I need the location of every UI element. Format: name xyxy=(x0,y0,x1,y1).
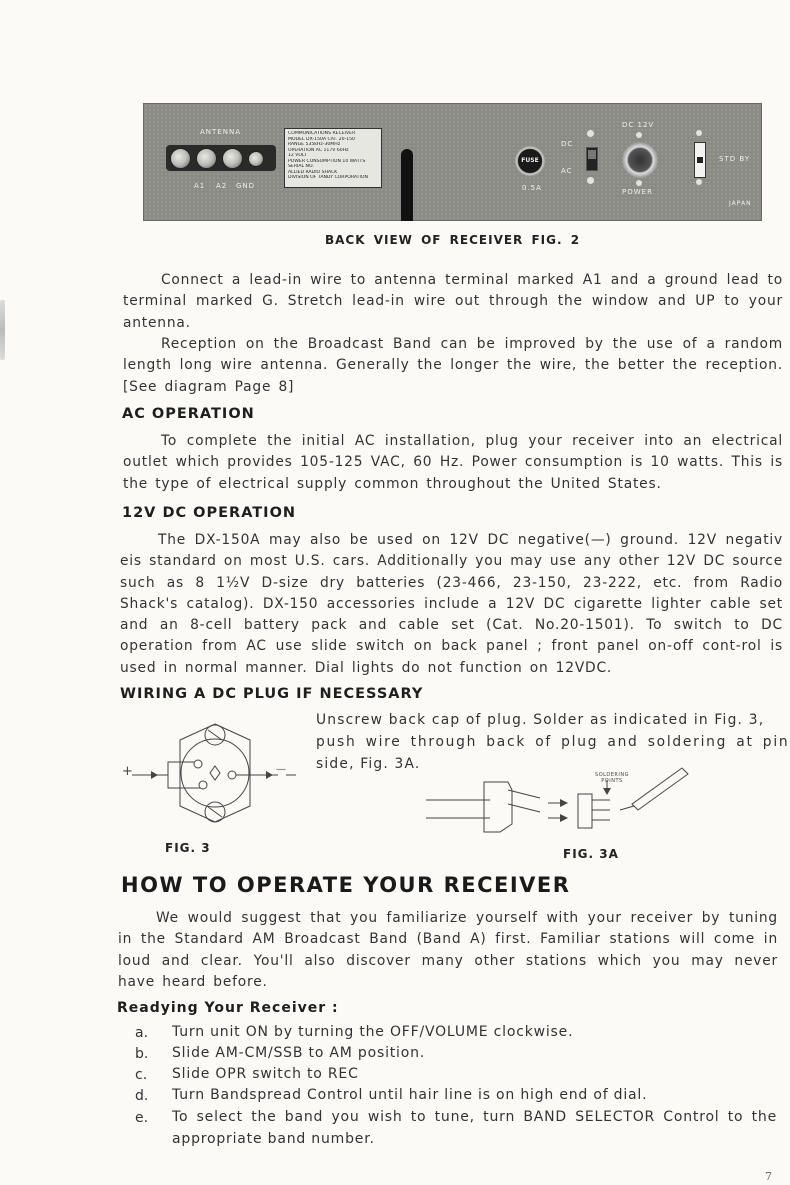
screw-dot xyxy=(696,179,702,185)
fuse-holder xyxy=(515,146,545,176)
fuse-label: FUSE xyxy=(521,157,539,164)
screw-dot xyxy=(636,132,642,138)
screw-dot xyxy=(587,177,594,184)
list-letter: d. xyxy=(135,1088,149,1104)
power-label: POWER xyxy=(622,188,653,196)
screw-dot xyxy=(696,130,702,136)
nameplate-line: 12 VOLT xyxy=(288,153,307,158)
wiring-heading: WIRING A DC PLUG IF NECESSARY xyxy=(120,686,424,702)
nameplate-line: COMMUNICATIONS RECEIVER xyxy=(288,131,356,136)
ac-label: AC xyxy=(561,167,573,175)
minus-sign: — xyxy=(276,764,286,775)
list-item: To select the band you wish to tune, turn BAND SELECTOR Control to the appropriate band number. xyxy=(172,1109,777,1147)
a1-label: A1 xyxy=(194,182,206,190)
nameplate-line: RANGE 535kHz-30MHz xyxy=(288,142,341,147)
terminal-screw-a1 xyxy=(170,148,191,169)
list-letter: a. xyxy=(135,1025,149,1041)
nameplate-line: MODEL DX-150A CAT. 20-150 xyxy=(288,136,355,142)
plug-body xyxy=(181,739,249,807)
nameplate-line: POWER CONSUMPTION 10 WATTS xyxy=(288,158,366,164)
plug-pin xyxy=(194,760,202,768)
standby-switch xyxy=(694,142,706,178)
dc-operation-text: The DX-150A may also be used on 12V DC negative(—) ground. 12V negativ eis standard on most U.S. cars. Additionally you may use any other 12V DC source such as 8 1½V D-size dry batteries (23-466, 23-150, 23-222, etc. from Radio Shack's catalog). DX-150 accessories include a 12V DC cigarette lighter cable set and an 8-cell battery pack and cable set (Cat. No.20-1501). To switch to DC operation from AC use slide switch on back panel ; front panel on-off cont-rol is used in normal manner. Dial lights do not function on 12VDC. xyxy=(120,532,783,676)
plus-sign: + xyxy=(122,764,133,779)
power-socket xyxy=(622,142,658,178)
list-letter: e. xyxy=(135,1110,149,1126)
operate-heading: HOW TO OPERATE YOUR RECEIVER xyxy=(121,873,571,897)
antenna-label: ANTENNA xyxy=(200,128,241,136)
nameplate-line: DIVISION OF TANDY CORPORATION xyxy=(288,175,368,180)
ac-operation-heading: AC OPERATION xyxy=(122,406,255,422)
dc-operation-heading: 12V DC OPERATION xyxy=(122,505,297,521)
list-letter: b. xyxy=(135,1046,149,1062)
wiring-line-1: Unscrew back cap of plug. Solder as indicated in Fig. 3, xyxy=(316,712,765,728)
list-item: Turn unit ON by turning the OFF/VOLUME clockwise. xyxy=(172,1024,574,1040)
readying-heading: Readying Your Receiver : xyxy=(117,1000,339,1016)
plug-center-key xyxy=(210,766,220,780)
binder-mark xyxy=(0,300,5,360)
dc12v-label: DC 12V xyxy=(622,121,655,129)
gnd-label: GND xyxy=(236,182,256,190)
a2-label: A2 xyxy=(216,182,228,190)
list-item: Slide OPR switch to REC xyxy=(172,1066,359,1082)
fig3-caption: FIG. 3 xyxy=(165,841,211,855)
ac-dc-slide-switch xyxy=(586,147,598,171)
plug-pin xyxy=(228,771,236,779)
power-cable xyxy=(401,149,413,221)
screw-dot xyxy=(587,130,594,137)
fig3a-soldering-diagram xyxy=(420,760,700,840)
nameplate-line: ALLIED RADIO SHACK xyxy=(288,169,338,175)
page-number: 7 xyxy=(765,1170,772,1183)
ac-operation-text: To complete the initial AC installation, plug your receiver into an electrical outlet which provides 105-125 VAC, 60 Hz. Power consumption is 10 watts. This is the type of electrical supply common throughout the United States. xyxy=(123,433,783,492)
intro-paragraph-1: Connect a lead-in wire to antenna terminal marked A1 and a ground lead to terminal marked G. Stretch lead-in wire out through the window and UP to your antenna. xyxy=(123,272,783,331)
stdby-label: STD BY xyxy=(719,155,751,163)
fig3-plug-diagram xyxy=(118,718,308,838)
intro-paragraph-2: Reception on the Broadcast Band can be improved by the use of a random length long wire antenna. Generally the longer the wire, the better the reception. [See diagram Page 8] xyxy=(123,336,783,395)
plug-cap xyxy=(484,782,512,832)
nameplate xyxy=(284,128,382,188)
wiring-line-2: push wire through back of plug and soldering at pin xyxy=(316,734,790,750)
screw-dot xyxy=(636,180,642,186)
list-item: Turn Bandspread Control until hair line is on high end of dial. xyxy=(172,1087,648,1103)
list-letter: c. xyxy=(135,1067,148,1083)
list-item: Slide AM-CM/SSB to AM position. xyxy=(172,1045,426,1061)
nameplate-line: SERIAL NO. xyxy=(288,164,314,169)
receiver-back-panel-figure xyxy=(143,103,762,221)
wiring-line-3: side, Fig. 3A. xyxy=(316,756,421,772)
fuse-rating-label: 0.5A xyxy=(522,184,542,192)
plug-pin-block xyxy=(578,794,592,828)
japan-label: JAPAN xyxy=(729,200,752,207)
dc-label: DC xyxy=(561,140,574,148)
plug-pin xyxy=(199,781,207,789)
nameplate-line: OPERATION AC 117V 60Hz xyxy=(288,147,349,153)
figure2-caption: BACK VIEW OF RECEIVER FIG. 2 xyxy=(325,233,581,247)
soldering-points-label: SOLDERING POINTS xyxy=(595,772,629,784)
terminal-screw-a2 xyxy=(196,148,217,169)
terminal-screw-extra xyxy=(248,151,264,167)
operate-text: We would suggest that you familiarize yourself with your receiver by tuning in the Standard AM Broadcast Band (Band A) first. Familiar stations will come in loud and clear. You'll also discover many other stations which you may never have heard before. xyxy=(118,910,778,990)
fig3a-caption: FIG. 3A xyxy=(563,847,619,861)
terminal-screw-gnd xyxy=(222,148,243,169)
soldering-iron xyxy=(632,768,688,810)
antenna-terminal-strip xyxy=(166,145,276,171)
